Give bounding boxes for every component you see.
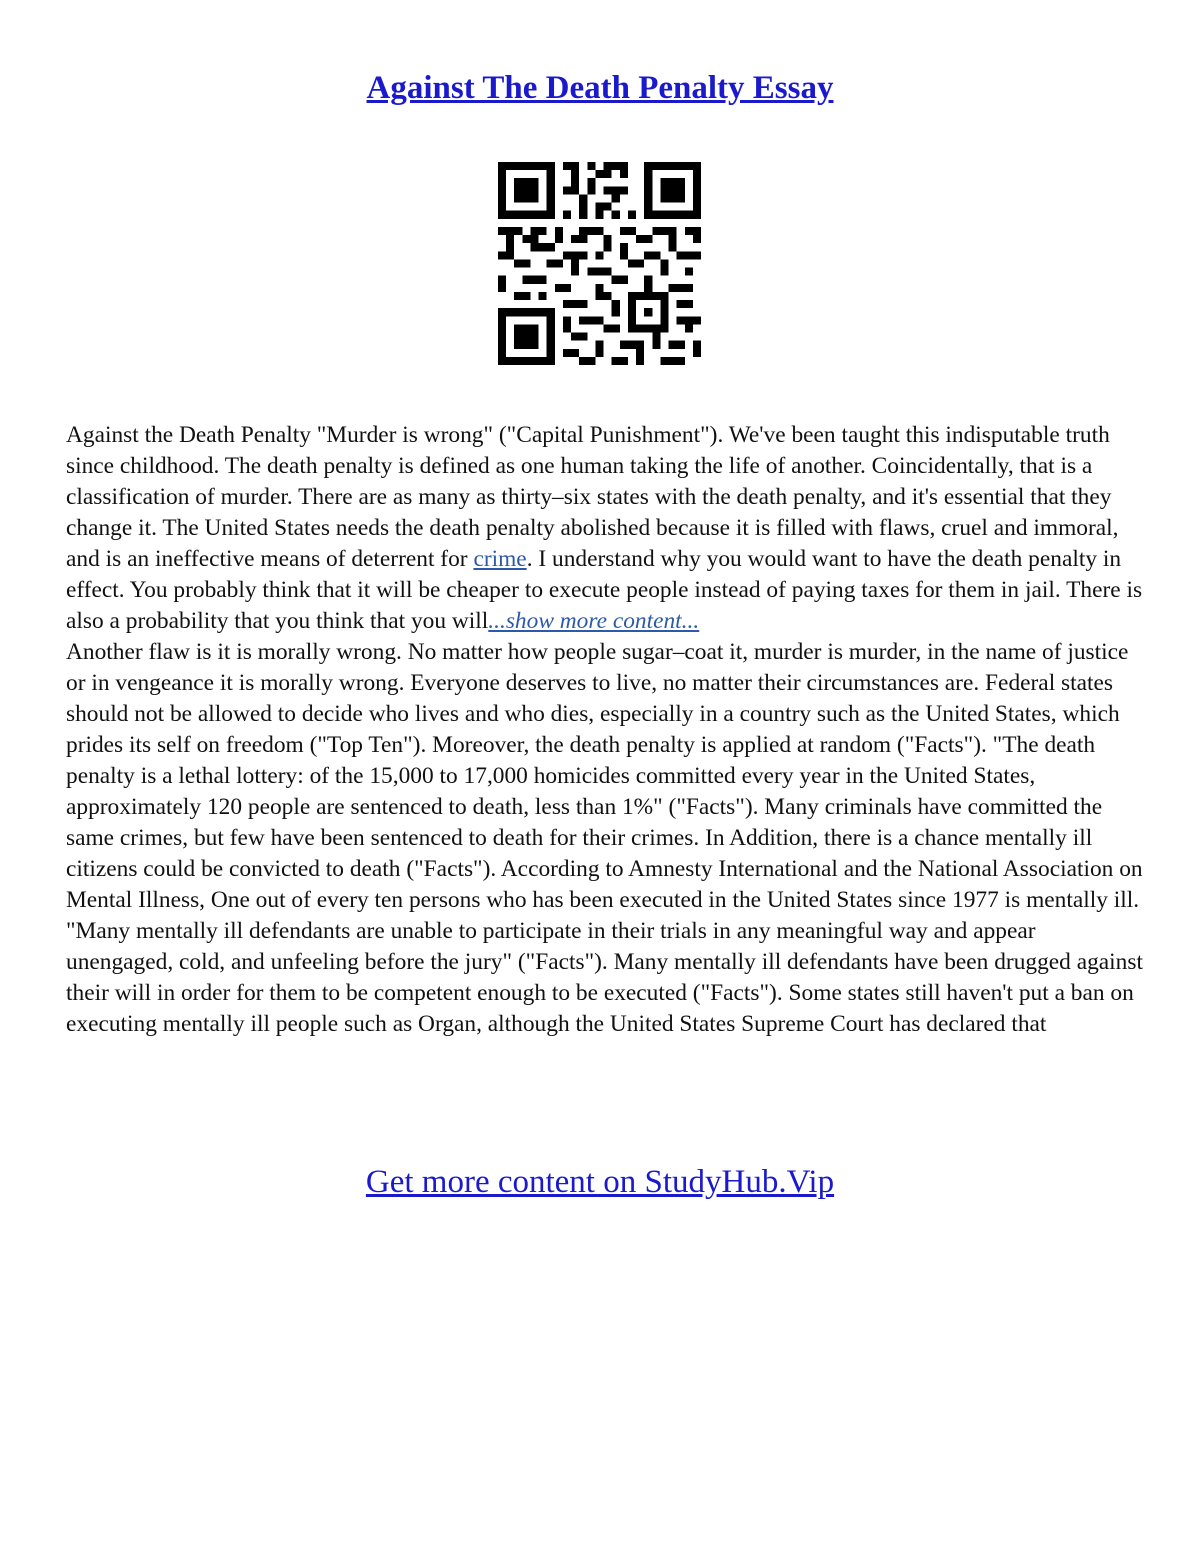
document-title-link[interactable]: Against The Death Penalty Essay	[366, 70, 834, 106]
paragraph-text: Against the Death Penalty "Murder is wrong" ("Capital Punishment"). We've been taught this indisputable truth since childhood. The death penalty is defined as one human taking the life of another. Coincidentally, that is a classification of murder. There are as many as thirty–six states with the death penalty, and it's essential that they change it. The United States needs the death penalty abolished because it is filled with flaws, cruel and immoral, and is an ineffective means of deterrent for	[66, 422, 1119, 572]
footer-container	[0, 1160, 1200, 1204]
essay-body	[66, 420, 1146, 1040]
footer-studyhub-link[interactable]: Get more content on StudyHub.Vip	[365, 1164, 835, 1200]
document-title-container	[0, 66, 1200, 110]
essay-paragraph-2: Another flaw is it is morally wrong. No matter how people sugar–coat it, murder is murder, in the name of justice or in vengeance it is morally wrong. Everyone deserves to live, no matter their circumstances are. Federal states should not be allowed to decide who lives and who dies, especially in a country such as the United States, which prides its self on freedom ("Top Ten"). Moreover, the death penalty is applied at random ("Facts"). "The death penalty is a lethal lottery: of the 15,000 to 17,000 homicides committed every year in the United States, approximately 120 people are sentenced to death, less than 1%" ("Facts"). Many criminals have committed the same crimes, but few have been sentenced to death for their crimes. In Addition, there is a chance mentally ill citizens could be convicted to death ("Facts"). According to Amnesty International and the National Association on Mental Illness, One out of every ten persons who has been executed in the United States since 1977 is mentally ill. "Many mentally ill defendants are unable to participate in their trials in any meaningful way and appear unengaged, cold, and unfeeling before the jury" ("Facts"). Many mentally ill defendants have been drugged against their will in order for them to be competent enough to be executed ("Facts"). Some states still haven't put a ban on executing mentally ill people such as Organ, although the United States Supreme Court has declared that	[66, 639, 1143, 1037]
crime-link[interactable]: crime	[473, 546, 527, 572]
qr-code-icon	[498, 162, 701, 365]
show-more-content-link[interactable]: ...show more content...	[488, 608, 700, 634]
paragraph-text: . I understand why you would want to have the death penalty in effect. You probably think that it will be cheaper to execute people instead of paying taxes for them in jail. There is also a probability that you think that you will	[66, 546, 1143, 634]
essay-paragraph-1	[66, 420, 1146, 637]
